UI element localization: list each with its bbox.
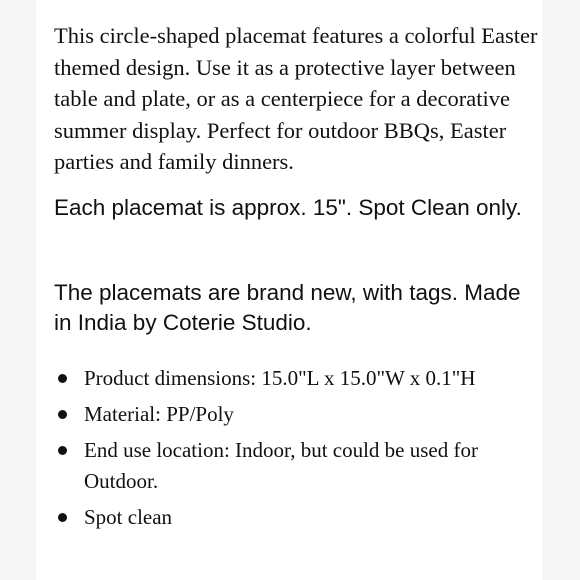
size-note: Each placemat is approx. 15". Spot Clean only. xyxy=(54,195,522,220)
bullet-icon xyxy=(58,513,67,522)
bullet-icon xyxy=(58,374,67,383)
detail-text: Spot clean xyxy=(84,505,173,529)
product-details-list xyxy=(54,363,524,538)
product-description: This circle-shaped placemat features a colorful Easter themed design. Use it as a protective layer between table and plate, or as a centerpiece for a decorative summer display. Perfect for outdoor BBQs, Easter parties and family dinners. xyxy=(54,23,538,174)
bullet-icon xyxy=(58,446,67,455)
detail-text: End use location: Indoor, but could be used for Outdoor. xyxy=(84,438,478,493)
bullet-icon xyxy=(58,410,67,419)
detail-care xyxy=(54,502,524,533)
detail-material xyxy=(54,399,524,430)
detail-text: Product dimensions: 15.0"L x 15.0"W x 0.1"H xyxy=(84,366,476,390)
detail-end-use xyxy=(54,435,524,497)
origin-note: The placemats are brand new, with tags. Made in India by Coterie Studio. xyxy=(54,280,521,335)
detail-dimensions xyxy=(54,363,524,394)
detail-text: Material: PP/Poly xyxy=(84,402,234,426)
